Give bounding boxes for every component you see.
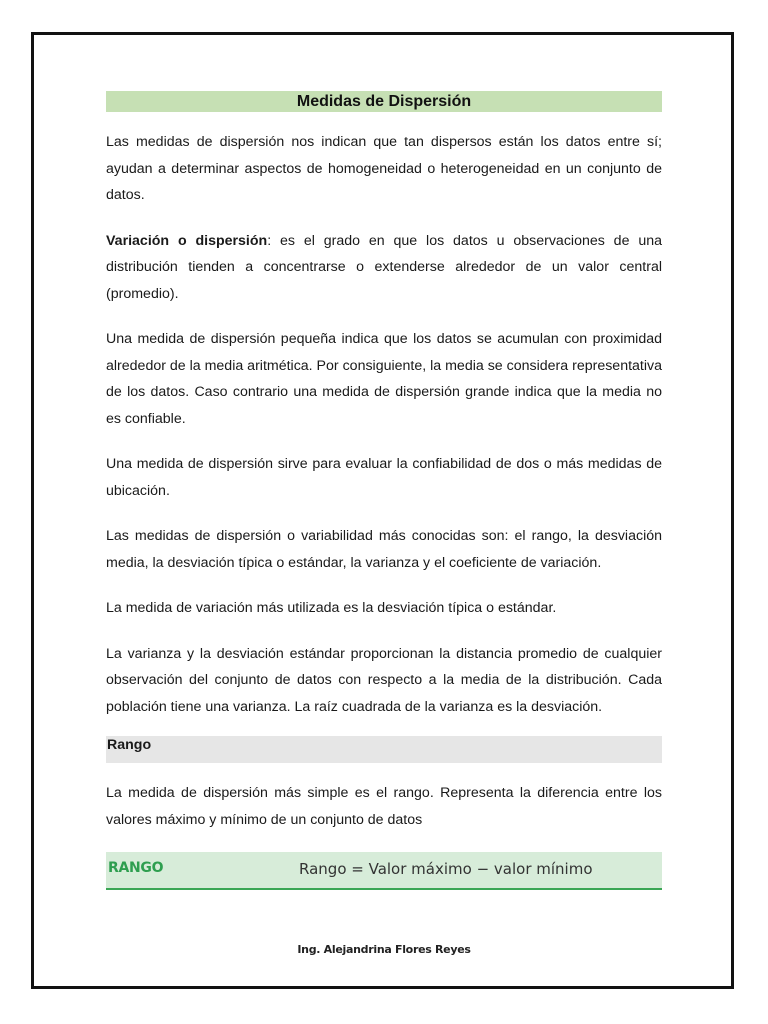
range-section-heading: Rango: [106, 736, 662, 763]
intro-paragraph: Las medidas de dispersión nos indican que tan dispersos están los datos entre sí; ayudan a determinar aspectos de homogeneidad o heterogeneidad en un conjunto de datos.: [106, 134, 662, 203]
range-formula-box: [106, 852, 662, 890]
small-measure-paragraph: Una medida de dispersión pequeña indica que los datos se acumulan con proximidad alrededor de la media aritmética. Por consiguiente, la media se considera representativa de los datos. Caso contrario una medida de dispersión grande indica que la media no es confiable.: [106, 331, 662, 427]
variation-term: Variación o dispersión: [106, 232, 268, 249]
range-formula-label: RANGO: [108, 860, 164, 876]
variance-paragraph: La varianza y la desviación estándar proporcionan la distancia promedio de cualquier observación del conjunto de datos con respecto a la media de la distribución. Cada población tiene una varianza. La raíz cuadrada de la varianza es la desviación.: [106, 645, 662, 715]
range-formula: Rango = Valor máximo − valor mínimo: [299, 860, 593, 878]
most-used-paragraph: La medida de variación más utilizada es la desviación típica o estándar.: [106, 600, 557, 616]
known-measures-paragraph: Las medidas de dispersión o variabilidad más conocidas son: el rango, la desviación media, la desviación típica o estándar, la varianza y el coeficiente de variación.: [106, 528, 662, 571]
range-paragraph: La medida de dispersión más simple es el rango. Representa la diferencia entre los valores máximo y mínimo de un conjunto de datos: [106, 785, 662, 828]
document-content: [106, 91, 662, 890]
reliability-paragraph: Una medida de dispersión sirve para evaluar la confiabilidad de dos o más medidas de ubicación.: [106, 456, 662, 499]
variation-paragraph: [106, 228, 662, 308]
footer-author: Ing. Alejandrina Flores Reyes: [297, 943, 471, 956]
variation-definition: : es el grado en que los datos u observaciones de una distribución tienden a concentrarse o extenderse alrededor de un valor central (promedio).: [106, 232, 662, 302]
document-title: Medidas de Dispersión: [106, 91, 662, 112]
